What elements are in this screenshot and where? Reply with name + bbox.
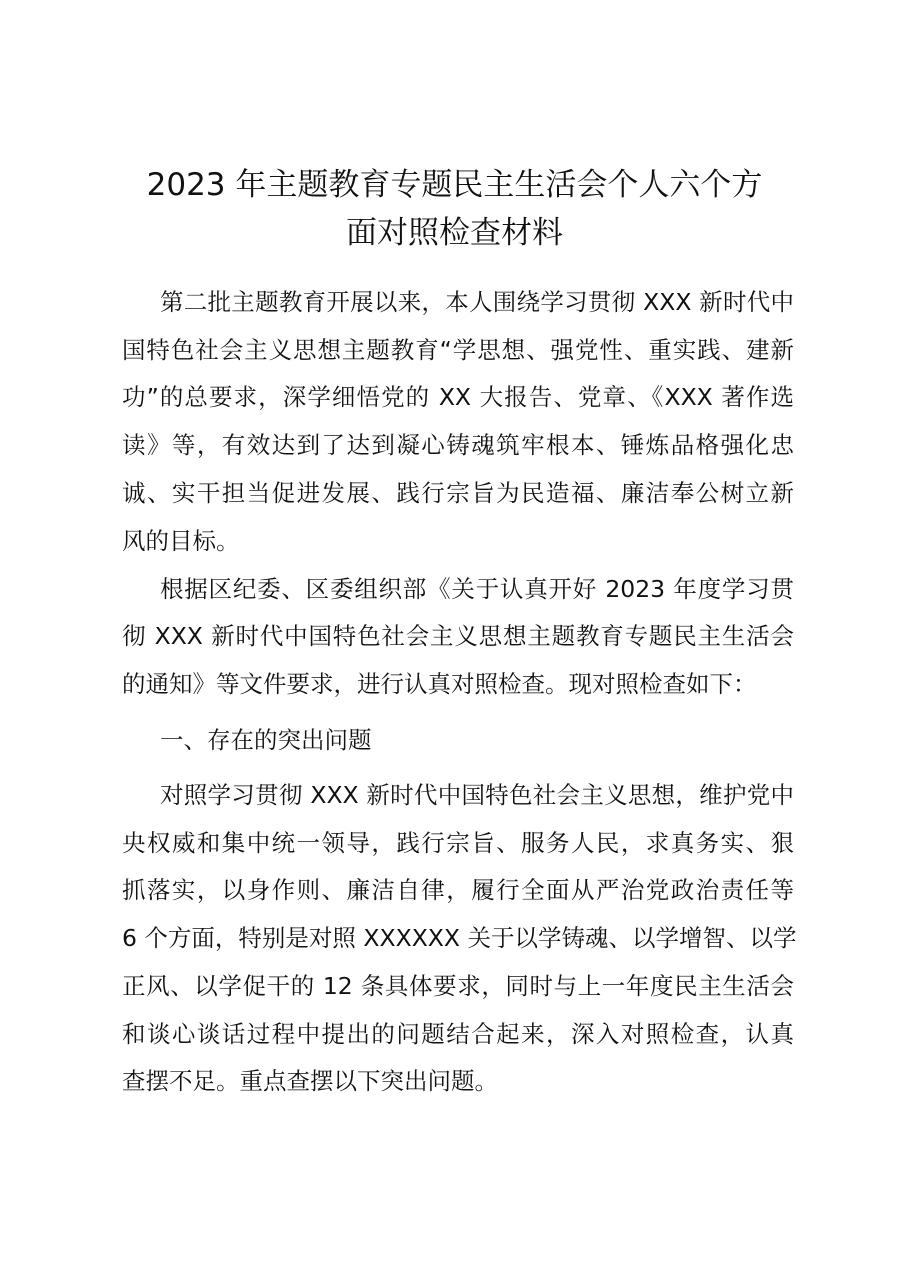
paragraph-line: 读》等，有效达到了达到凝心铸魂筑牢根本、锤炼品格强化忠 [122, 431, 794, 459]
paragraph-line: 国特色社会主义思想主题教育“学思想、强党性、重实践、建新 [122, 336, 794, 364]
paragraph-line: 功”的总要求，深学细悟党的 XX 大报告、党章、《XXX 著作选 [122, 383, 794, 411]
document-title-line-1: 2023 年主题教育专题民主生活会个人六个方 [146, 167, 763, 203]
section-heading-text: 一、存在的突出问题 [160, 726, 372, 754]
paragraph-line: 查摆不足。重点查摆以下突出问题。 [122, 1067, 498, 1095]
paragraph-line: 正风、以学促干的 12 条具体要求，同时与上一年度民主生活会 [122, 972, 794, 1000]
paragraph-line: 对照学习贯彻 XXX 新时代中国特色社会主义思想，维护党中 [160, 781, 794, 809]
paragraph-line: 风的目标。 [122, 527, 240, 555]
paragraph-line: 6 个方面，特别是对照 XXXXXX 关于以学铸魂、以学增智、以学 [122, 924, 797, 952]
paragraph-line: 和谈心谈话过程中提出的问题结合起来，深入对照检查，认真 [122, 1020, 794, 1048]
paragraph-line: 诚、实干担当促进发展、践行宗旨为民造福、廉洁奉公树立新 [122, 479, 794, 507]
paragraph-line: 根据区纪委、区委组织部《关于认真开好 2023 年度学习贯 [160, 575, 794, 603]
paragraph-line: 的通知》等文件要求，进行认真对照检查。现对照检查如下： [122, 670, 757, 698]
paragraph-line: 第二批主题教育开展以来，本人围绕学习贯彻 XXX 新时代中 [160, 288, 794, 316]
paragraph-line: 彻 XXX 新时代中国特色社会主义思想主题教育专题民主生活会 [122, 622, 794, 650]
paragraph-line: 央权威和集中统一领导，践行宗旨、服务人民，求真务实、狠 [122, 829, 794, 857]
paragraph-line: 抓落实，以身作则、廉洁自律，履行全面从严治党政治责任等 [122, 876, 794, 904]
document-title-line-2: 面对照检查材料 [346, 215, 563, 251]
